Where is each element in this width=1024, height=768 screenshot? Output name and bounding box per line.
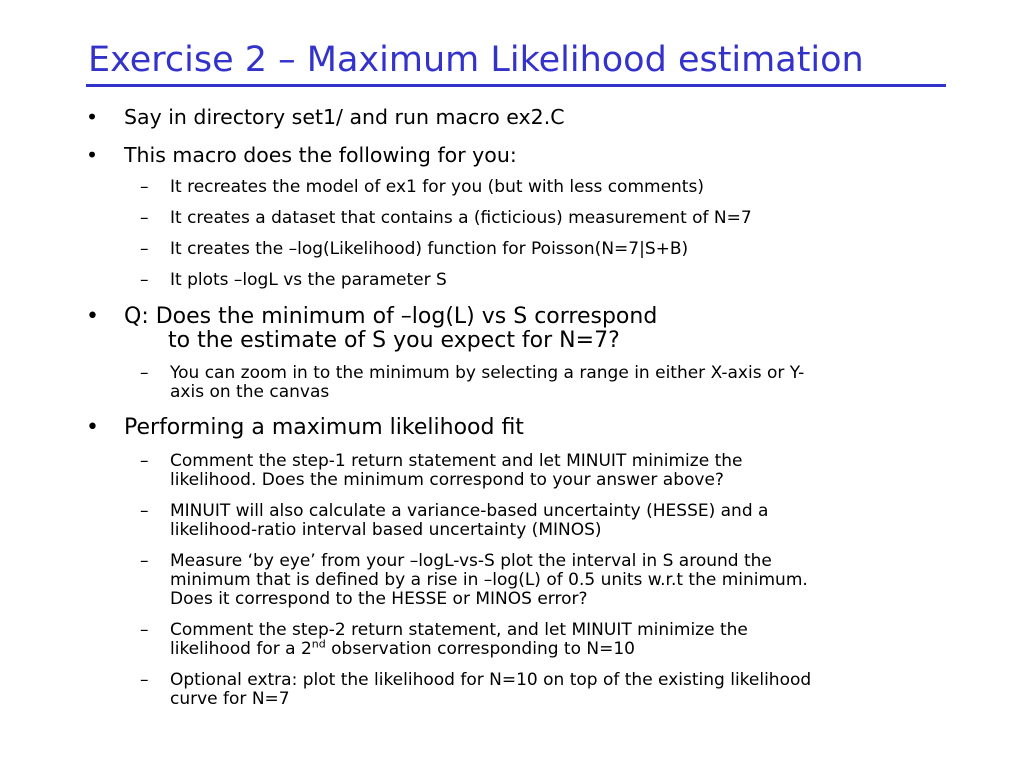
bullet-text: Q: Does the minimum of –log(L) vs S correspond	[124, 304, 658, 329]
slide-title: Exercise 2 – Maximum Likelihood estimation	[88, 40, 864, 80]
sub-item-text: Does it correspond to the HESSE or MINOS error?	[170, 589, 588, 609]
dash-marker: –	[140, 239, 149, 259]
bullet-text: This macro does the following for you:	[124, 143, 517, 167]
sub-item-text: Optional extra: plot the likelihood for N=10 on top of the existing likelihood	[170, 670, 812, 690]
sub-item-text: Comment the step-2 return statement, and let MINUIT minimize the	[170, 620, 748, 640]
dash-marker: –	[140, 501, 149, 521]
sub-item-text: observation corresponding to N=10	[325, 639, 635, 659]
bullet-marker: •	[86, 415, 99, 440]
sub-item-text: curve for N=7	[170, 689, 290, 709]
dash-marker: –	[140, 551, 149, 571]
dash-marker: –	[140, 620, 149, 640]
sub-item-text: Measure ‘by eye’ from your –logL-vs-S plot the interval in S around the	[170, 551, 772, 571]
dash-marker: –	[140, 177, 149, 197]
sub-item-text: It plots –logL vs the parameter S	[170, 270, 447, 290]
bullet-text: to the estimate of S you expect for N=7?	[168, 328, 620, 353]
sub-item-text: It recreates the model of ex1 for you (but with less comments)	[170, 177, 704, 197]
sub-item-text-line	[170, 637, 635, 659]
sub-item-text: likelihood-ratio interval based uncertainty (MINOS)	[170, 520, 602, 540]
dash-marker: –	[140, 363, 149, 383]
bullet-marker: •	[86, 143, 99, 167]
bullet-marker: •	[86, 304, 99, 329]
title-underline	[86, 84, 946, 87]
dash-marker: –	[140, 670, 149, 690]
sub-item-text: MINUIT will also calculate a variance-based uncertainty (HESSE) and a	[170, 501, 769, 521]
sub-item-text: It creates a dataset that contains a (ficticious) measurement of N=7	[170, 208, 752, 228]
sub-item-text: It creates the –log(Likelihood) function for Poisson(N=7|S+B)	[170, 239, 689, 259]
bullet-text: Say in directory set1/ and run macro ex2.C	[124, 105, 565, 129]
sub-item-text: likelihood for a 2	[170, 639, 312, 659]
sub-item-text: Comment the step-1 return statement and let MINUIT minimize the	[170, 451, 743, 471]
sub-item-text: likelihood. Does the minimum correspond to your answer above?	[170, 470, 724, 490]
sub-item-text: axis on the canvas	[170, 382, 330, 402]
dash-marker: –	[140, 208, 149, 228]
bullet-marker: •	[86, 105, 99, 129]
ordinal-superscript: nd	[311, 637, 326, 651]
bullet-text: Performing a maximum likelihood fit	[124, 415, 524, 440]
dash-marker: –	[140, 451, 149, 471]
sub-item-text: You can zoom in to the minimum by selecting a range in either X-axis or Y-	[170, 363, 805, 383]
sub-item-text: minimum that is defined by a rise in –log(L) of 0.5 units w.r.t the minimum.	[170, 570, 808, 590]
dash-marker: –	[140, 270, 149, 290]
